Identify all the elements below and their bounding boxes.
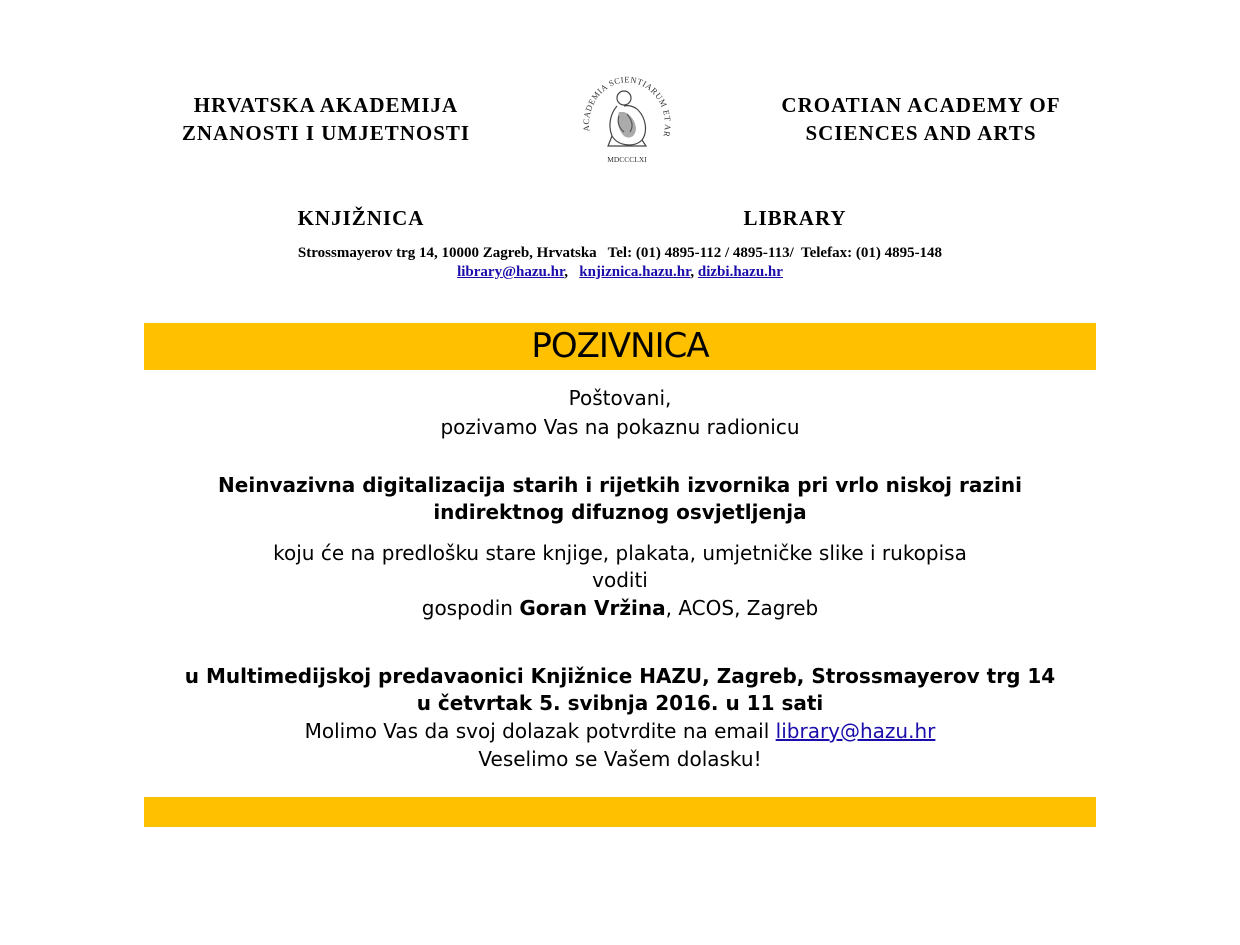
bottom-banner bbox=[144, 797, 1096, 827]
contact-links bbox=[140, 263, 1100, 282]
org-name-english-line2: SCIENCES AND ARTS bbox=[805, 121, 1037, 145]
venue-line: u Multimedijskoj predavaonici Knjižnice HAZU, Zagreb, Strossmayerov trg 14 bbox=[184, 664, 1056, 688]
org-name-croatian-line1: HRVATSKA AKADEMIJA bbox=[193, 93, 459, 117]
seal-year: MDCCCLXI bbox=[607, 155, 647, 164]
dizbi-link[interactable]: dizbi.hazu.hr bbox=[697, 264, 783, 280]
description-line-1: koju će na predlošku stare knjige, plakata, umjetničke slike i rukopisa bbox=[273, 541, 967, 565]
address-line: Strossmayerov trg 14, 10000 Zagreb, Hrvatska Tel: (01) 4895-112 / 4895-113/ Telefax: (01) 4895-148 bbox=[297, 245, 943, 261]
department-english: LIBRARY bbox=[743, 206, 847, 230]
greeting: Poštovani, bbox=[568, 386, 672, 410]
presenter-suffix: , ACOS, Zagreb bbox=[665, 596, 819, 620]
org-name-english-line1: CROATIAN ACADEMY OF bbox=[781, 93, 1061, 117]
intro-line: pozivamo Vas na pokaznu radionicu bbox=[440, 415, 800, 439]
closing-line: Veselimo se Vašem dolasku! bbox=[478, 747, 762, 771]
topic-line-1: Neinvazivna digitalizacija starih i rijetkih izvornika pri vrlo niskoj razini bbox=[218, 473, 1022, 497]
date-line: u četvrtak 5. svibnja 2016. u 11 sati bbox=[416, 691, 824, 715]
description-line-2: voditi bbox=[592, 568, 648, 592]
email-link[interactable]: library@hazu.hr bbox=[457, 264, 565, 280]
seal-circular-text: ACADEMIA SCIENTIARUM ET AR bbox=[580, 74, 674, 138]
org-name-english bbox=[745, 91, 1097, 147]
rsvp-line bbox=[140, 718, 1100, 745]
presenter-line bbox=[140, 595, 1100, 622]
academy-seal-logo bbox=[572, 64, 682, 174]
org-name-croatian bbox=[150, 91, 502, 147]
link-separator: , bbox=[564, 264, 580, 280]
org-name-croatian-line2: ZNANOSTI I UMJETNOSTI bbox=[181, 121, 471, 145]
presenter-name: Goran Vržina bbox=[519, 596, 666, 620]
invitation-title: POZIVNICA bbox=[531, 326, 709, 366]
rsvp-email-link[interactable]: library@hazu.hr bbox=[775, 719, 936, 743]
link-separator: , bbox=[690, 264, 698, 280]
topic-line-2: indirektnog difuznog osvjetljenja bbox=[433, 500, 807, 524]
presenter-prefix: gospodin bbox=[421, 596, 520, 620]
website-link[interactable]: knjiznica.hazu.hr bbox=[579, 264, 691, 280]
rsvp-text: Molimo Vas da svoj dolazak potvrdite na email bbox=[304, 719, 776, 743]
department-croatian: KNJIŽNICA bbox=[297, 206, 425, 230]
title-banner bbox=[144, 323, 1096, 370]
